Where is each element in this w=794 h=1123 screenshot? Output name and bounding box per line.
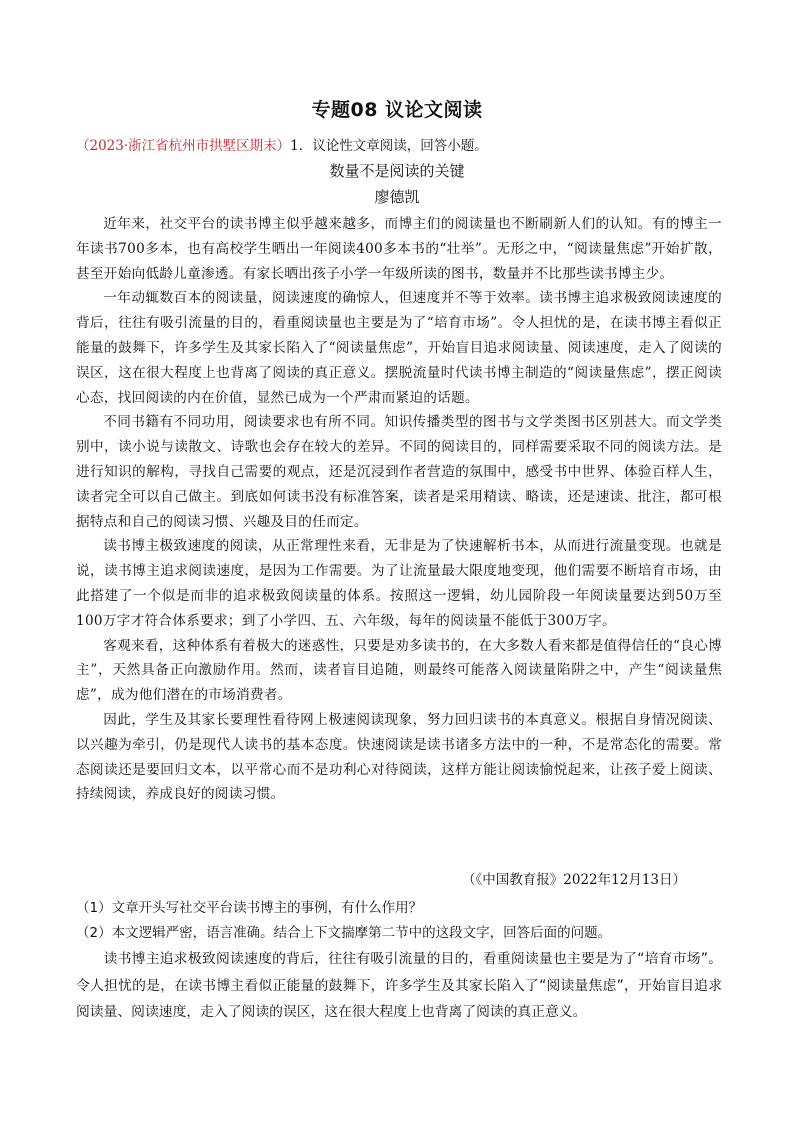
article-paragraph-2: 一年动辄数百本的阅读量，阅读速度的确惊人，但速度并不等于效率。读书博主追求极致阅读速度的背后，往往有吸引流量的目的，看重阅读量也主要是为了“培育市场”。令人担忧的是，在读书博主看似正能量的鼓舞下，许多学生及其家长陷入了“阅读量焦虑”，开始盲目追求阅读量、阅读速度，走入了阅读的误区，这在很大程度上也背离了阅读的真正意义。摆脱流量时代读书博主制造的“阅读量焦虑”，摆正阅读心态，找回阅读的内在价值，显然已成为一个严肃而紧迫的话题。 <box>76 290 722 406</box>
question-2: （2）本文逻辑严密，语言准确。结合上下文揣摩第二节中的这段文字，回答后面的问题。 <box>76 925 612 941</box>
question-2-quote: 读书博主追求极致阅读速度的背后，往往有吸引流量的目的，看重阅读量也主要是为了“培育市场”。令人担忧的是，在读书博主看似正能量的鼓舞下，许多学生及其家长陷入了“阅读量焦虑”，开始盲目追求阅读量、阅读速度，走入了阅读的误区，这在很大程度上也背离了阅读的真正意义。 <box>76 951 722 1020</box>
article-paragraph-4: 读书博主极致速度的阅读，从正常理性来看，无非是为了快速解析书本，从而进行流量变现。也就是说，读书博主追求阅读速度，是因为工作需要。为了让流量最大限度地变现，他们需要不断培育市场，由此搭建了一个似是而非的追求极致阅读量的体系。按照这一逻辑，幼儿园阶段一年阅读量要达到50万至100万字才符合体系要求；到了小学四、五、六年级，每年的阅读量不能低于300万字。 <box>76 538 722 629</box>
question-1: （1）文章开头写社交平台读书博主的事例，有什么作用？ <box>76 900 423 916</box>
source-tag: （2023·浙江省杭州市拱墅区期末） <box>76 138 291 154</box>
article-citation: （《中国教育报》2022年12月13日） <box>462 872 686 888</box>
source-line <box>76 134 488 154</box>
article-paragraph-3: 不同书籍有不同功用，阅读要求也有所不同。知识传播类型的图书与文学类图书区别甚大。而文学类别中，读小说与读散文、诗歌也会存在较大的差异。不同的阅读目的，同样需要采取不同的阅读方法。是进行知识的解构，寻找自己需要的观点，还是沉浸到作者营造的氛围中，感受书中世界、体验百样人生，读者完全可以自己做主。到底如何读书没有标准答案，读者是采用精读、略读，还是速读、批注，都可根据特点和自己的阅读习惯、兴趣及目的任而定。 <box>76 414 722 530</box>
article-paragraph-6: 因此，学生及其家长要理性看待网上极速阅读现象，努力回归读书的本真意义。根据自身情况阅读、以兴趣为牵引，仍是现代人读书的基本态度。快速阅读是读书诸多方法中的一种，不是常态化的需要。常态阅读还是要回归文本，以平常心而不是功利心对待阅读，这样方能让阅读愉悦起来，让孩子爱上阅读、持续阅读，养成良好的阅读习惯。 <box>76 711 722 803</box>
article-paragraph-5: 客观来看，这种体系有着极大的迷惑性，只要是劝多读书的，在大多数人看来都是值得信任的“良心博主”，天然具备正向激励作用。然而，读者盲目追随，则最终可能落入阅读量陷阱之中，产生“阅读量焦虑”，成为他们潜在的市场消费者。 <box>76 637 722 704</box>
article-title: 数量不是阅读的关键 <box>329 162 465 180</box>
article-paragraph-1: 近年来，社交平台的读书博主似乎越来越多，而博主们的阅读量也不断刷新人们的认知。有的博主一年读书700多本，也有高校学生晒出一年阅读400多本书的“壮举”。无形之中，“阅读量焦虑”开始扩散，甚至开始向低龄儿童渗透。有家长晒出孩子小学一年级所读的图书，数量并不比那些读书博主少。 <box>76 216 722 282</box>
page-title: 专题08 议论文阅读 <box>311 99 483 121</box>
article-body <box>76 212 722 807</box>
question-instruction: 1．议论性文章阅读，回答小题。 <box>290 138 488 154</box>
article-author: 廖德凯 <box>374 188 420 206</box>
questions-section <box>76 896 722 1026</box>
